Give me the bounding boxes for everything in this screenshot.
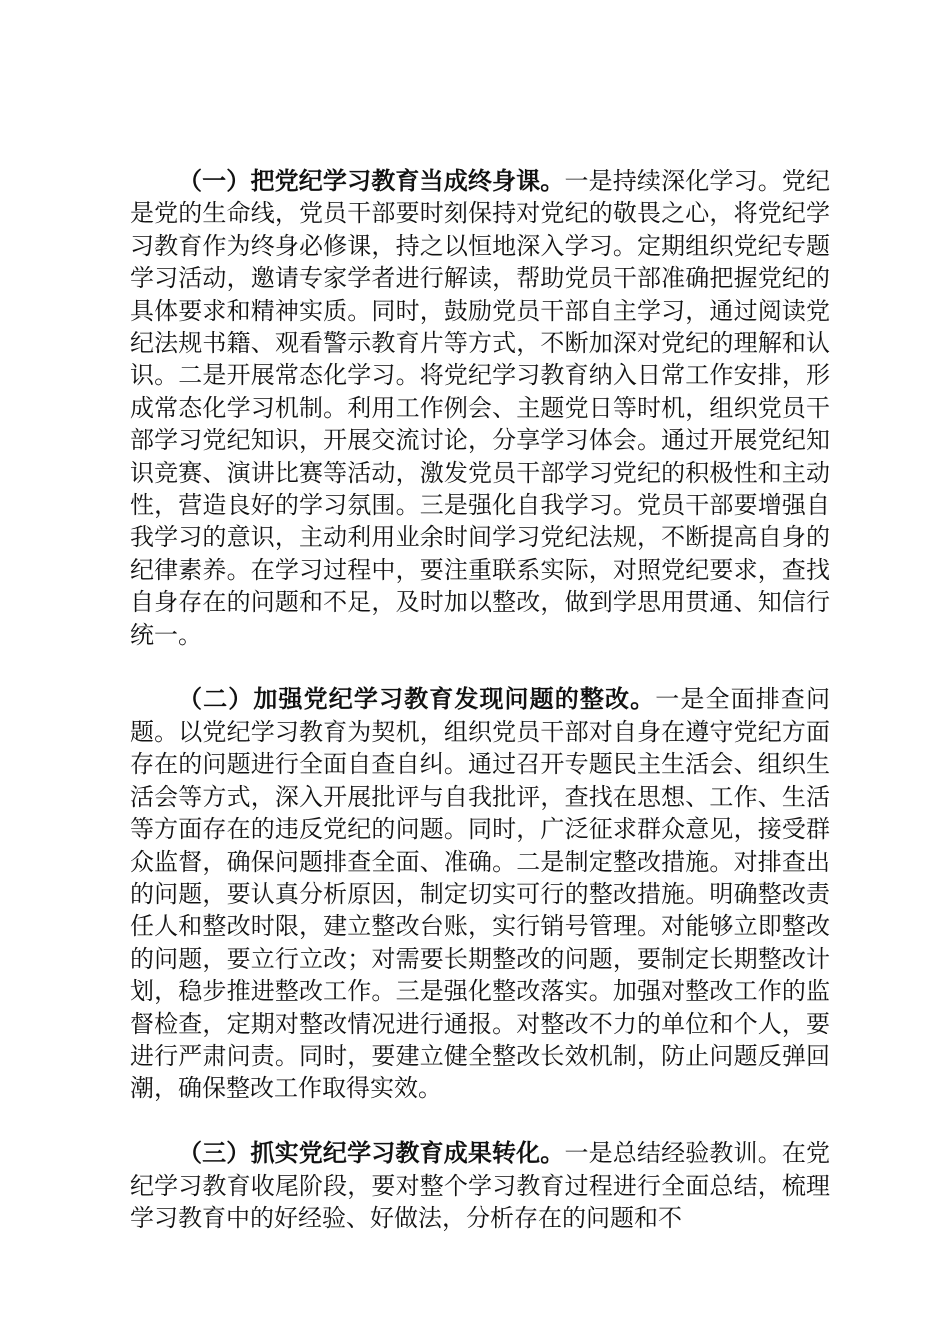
- section-paragraph-1: [130, 165, 830, 651]
- section-body-1: 一是持续深化学习。党纪是党的生命线，党员干部要时刻保持对党纪的敬畏之心，将党纪学习教育作为终身必修课，持之以恒地深入学习。定期组织党纪专题学习活动，邀请专家学者进行解读，帮助党员干部准确把握党纪的具体要求和精神实质。同时，鼓励党员干部自主学习，通过阅读党纪法规书籍、观看警示教育片等方式，不断加深对党纪的理解和认识。二是开展常态化学习。将党纪学习教育纳入日常工作安排，形成常态化学习机制。利用工作例会、主题党日等时机，组织党员干部学习党纪知识，开展交流讨论，分享学习体会。通过开展党纪知识竞赛、演讲比赛等活动，激发党员干部学习党纪的积极性和主动性，营造良好的学习氛围。三是强化自我学习。党员干部要增强自我学习的意识，主动利用业余时间学习党纪法规，不断提高自身的纪律素养。在学习过程中，要注重联系实际，对照党纪要求，查找自身存在的问题和不足，及时加以整改，做到学思用贯通、知信行统一。: [130, 167, 831, 649]
- section-body-2: 一是全面排查问题。以党纪学习教育为契机，组织党员干部对自身在遵守党纪方面存在的问题进行全面自查自纠。通过召开专题民主生活会、组织生活会等方式，深入开展批评与自我批评，查找在思想、工作、生活等方面存在的违反党纪的问题。同时，广泛征求群众意见，接受群众监督，确保问题排查全面、准确。二是制定整改措施。对排查出的问题，要认真分析原因，制定切实可行的整改措施。明确整改责任人和整改时限，建立整改台账，实行销号管理。对能够立即整改的问题，要立行立改；对需要长期整改的问题，要制定长期整改计划，稳步推进整改工作。三是强化整改落实。加强对整改工作的监督检查，定期对整改情况进行通报。对整改不力的单位和个人，要进行严肃问责。同时，要建立健全整改长效机制，防止问题反弹回潮，确保整改工作取得实效。: [130, 685, 831, 1103]
- section-heading-3: （三）抓实党纪学习教育成果转化。: [178, 1139, 565, 1168]
- section-paragraph-3: [130, 1137, 830, 1234]
- section-body-3: 一是总结经验教训。在党纪学习教育收尾阶段，要对整个学习教育过程进行全面总结，梳理学习教育中的好经验、好做法，分析存在的问题和不: [130, 1139, 831, 1232]
- section-heading-1: （一）把党纪学习教育当成终身课。: [178, 167, 565, 195]
- section-paragraph-2: [130, 683, 830, 1104]
- section-heading-2: （二）加强党纪学习教育发现问题的整改。: [178, 685, 656, 714]
- document-page: [130, 165, 830, 1267]
